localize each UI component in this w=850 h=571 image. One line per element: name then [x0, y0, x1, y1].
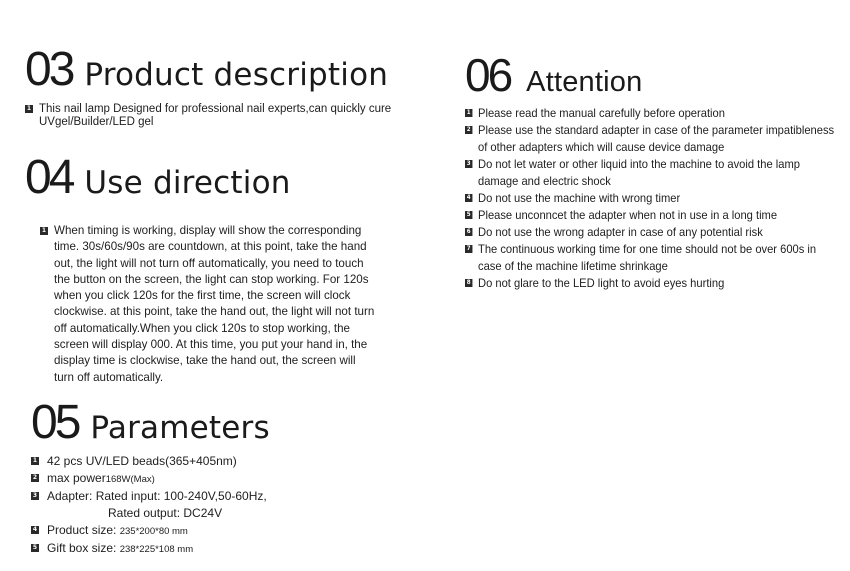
direction-list	[25, 223, 445, 386]
param-label: max power	[47, 471, 106, 485]
list-item	[465, 241, 842, 275]
section-number: 06	[465, 49, 511, 101]
item-text: This nail lamp Designed for professional nail experts,can quickly cure UVgel/Builder/LED gel	[39, 103, 392, 128]
section-title: Use direction	[84, 165, 291, 201]
item-number-badge: 2	[32, 474, 38, 481]
item-number-badge: 1	[26, 105, 32, 112]
list-item	[465, 156, 842, 190]
param-value: 168W	[105, 474, 131, 485]
list-item	[465, 207, 842, 224]
section-number: 03	[25, 43, 73, 96]
item-number-badge: 2	[466, 126, 471, 133]
list-item	[31, 488, 431, 522]
list-item	[465, 190, 842, 207]
description-list	[25, 103, 425, 129]
parameters-list	[31, 453, 431, 558]
section-number: 05	[31, 396, 79, 449]
item-text: Do not use the machine with wrong timer	[478, 191, 681, 205]
item-text: The continuous working time for one time should not be over 600s in case of the machine lifetime shrinkage	[478, 242, 817, 273]
param-line: Adapter: Rated input: 100-240V,50-60Hz,	[47, 489, 267, 503]
item-number-badge: 3	[466, 160, 471, 167]
item-text: Do not use the wrong adapter in case of any potential risk	[478, 225, 763, 239]
section-title: Attention	[526, 66, 643, 98]
param-label: Product size:	[47, 523, 117, 537]
item-text: 42 pcs UV/LED beads(365+405nm)	[47, 454, 237, 468]
item-number-badge: 1	[41, 227, 47, 234]
list-item	[40, 223, 445, 386]
section-heading	[31, 396, 431, 449]
section-parameters	[31, 396, 431, 558]
section-use-direction	[25, 151, 445, 386]
item-text	[47, 488, 431, 522]
item-number-badge: 4	[32, 526, 38, 533]
item-text	[47, 540, 431, 558]
item-number-badge: 3	[32, 492, 38, 499]
list-item	[465, 105, 842, 122]
item-number-badge: 8	[466, 279, 471, 286]
section-number: 04	[25, 151, 73, 204]
item-text	[47, 470, 431, 488]
list-item	[31, 522, 431, 540]
item-text: Please read the manual carefully before operation	[478, 106, 725, 120]
list-item	[465, 122, 842, 156]
section-title: Product description	[84, 57, 389, 93]
section-attention	[465, 49, 845, 292]
section-heading	[465, 49, 845, 101]
list-item	[25, 103, 425, 129]
item-text: Do not glare to the LED light to avoid eyes hurting	[478, 276, 725, 290]
item-number-badge: 6	[466, 228, 471, 235]
item-number-badge: 7	[466, 245, 471, 252]
item-text	[47, 522, 431, 540]
attention-list	[465, 105, 842, 292]
section-product-description	[25, 43, 425, 129]
param-label: Gift box size:	[47, 541, 117, 555]
item-number-badge: 4	[466, 194, 471, 201]
item-number-badge: 5	[32, 544, 38, 551]
list-item	[31, 470, 431, 488]
param-value: 235*200*80 mm	[119, 526, 188, 537]
section-heading	[25, 43, 425, 96]
item-text: Do not let water or other liquid into the machine to avoid the lamp damage and electric shock	[478, 157, 800, 188]
section-heading	[25, 151, 445, 204]
list-item	[31, 453, 431, 470]
item-text: Please use the standard adapter in case of the parameter impatibleness of other adapters which will cause device damage	[478, 123, 835, 154]
item-text: When timing is working, display will show the corresponding time. 30s/60s/90s are countdown, at this point, take the hand out, the light will not turn off automatically, you need to touch the button on the screen, the light can stop working. For 120s when you click 120s for the first time, the screen will clock clockwise. at this point, take the hand out, the light will not turn off automatically.When you click 120s to stop working, the screen will display 000. At this time, you put your hand in, the display time is clockwise, take the hand out, the screen will turn off automatically.	[54, 224, 375, 384]
section-title: Parameters	[90, 410, 270, 446]
param-value: 238*225*108 mm	[119, 544, 194, 555]
item-number-badge: 1	[32, 457, 38, 464]
param-line: Rated output: DC24V	[108, 506, 223, 520]
item-text: Please unconncet the adapter when not in use in a long time	[478, 208, 778, 222]
list-item	[465, 224, 842, 241]
param-suffix: (Max)	[130, 474, 155, 485]
list-item	[465, 275, 842, 292]
list-item	[31, 540, 431, 558]
item-number-badge: 1	[466, 109, 471, 116]
item-number-badge: 5	[466, 211, 471, 218]
